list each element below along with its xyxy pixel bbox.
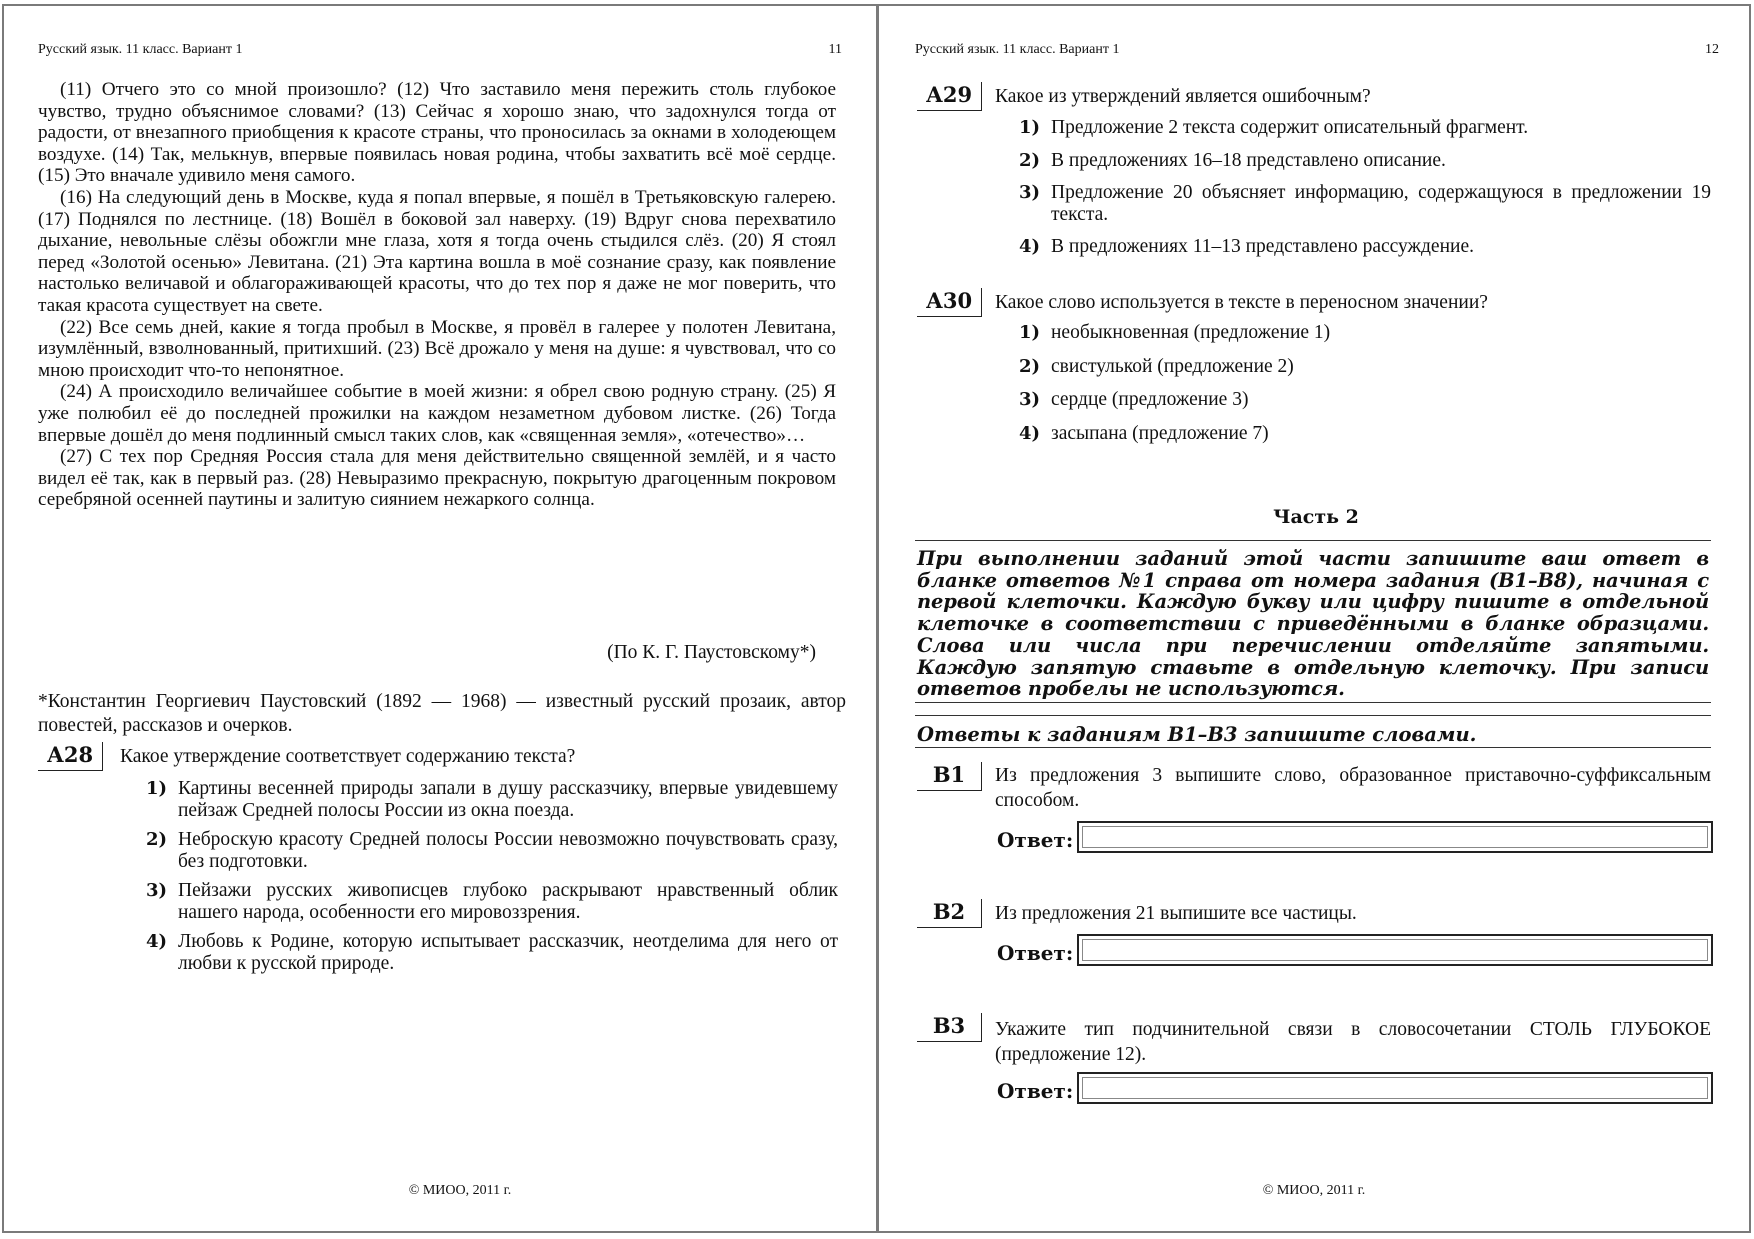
answer-label-b3: Ответ: (997, 1079, 1074, 1103)
sub-instructions: Ответы к заданиям В1–В3 запишите словами. (917, 723, 1477, 746)
option-number: 1) (1019, 117, 1041, 138)
passage-paragraph: (16) На следующий день в Москве, куда я попал впервые, я пошёл в Третьяковскую галерею. (17) Поднялся по лестнице. (18) Вошёл в боковой зал наверху. (19) Вдруг снова перехватило дыхание, невольные слёзы обожгли мне глаза, хотя я тогда очень стыдился слёз. (20) Я стоял перед «Золотой осенью» Левитана. (21) Эта картина вошла в моё сознание сразу, как появление настолько величавой и облагораживающей красоты, что до тех пор я даже не мог поверить, что такая красота существует на свете. (38, 186, 836, 316)
passage-paragraph: (22) Все семь дней, какие я тогда пробыл в Москве, я провёл в галерее у полотен Левитана, изумлённый, взволнованный, притихший. (23) Всё дрожало у меня на душе: я чувствовал, что со мною происходит что-то непонятное. (38, 316, 836, 381)
page-footer: © МИОО, 2011 г. (1262, 1183, 1366, 1198)
option-text: Предложение 20 объясняет информацию, содержащуюся в предложении 19 текста. (1051, 182, 1711, 225)
option-text: Картины весенней природы запали в душу рассказчику, впервые увидевшему пейзаж Средней полосы России из окна поезда. (178, 778, 838, 821)
option (1019, 236, 1711, 258)
option (1019, 182, 1711, 225)
option-number: 2) (1019, 149, 1041, 171)
option-text: Любовь к Родине, которую испытывает рассказчик, неотделима для него от любви к русской природе. (178, 931, 838, 974)
option (1019, 322, 1711, 344)
answer-label-b2: Ответ: (997, 941, 1074, 965)
task-label-a28: А28 (38, 742, 103, 771)
divider (915, 747, 1711, 748)
passage-paragraph: (11) Отчего это со мной произошло? (12) Что заставило меня пережить столь глубокое чувство, трудно объяснимое словами? (13) Сейчас я хорошо знаю, что задохнулся тогда от радости, от внезапного приобщения к красоте страны, что проносилась за окнами в холодеющем воздухе. (14) Так, мелькнув, впервые появилась новая родина, чтобы захватить всё моё сердце. (15) Это вначале удивило меня самого. (38, 79, 836, 187)
divider (915, 702, 1711, 703)
answer-field-b1[interactable] (1077, 821, 1713, 853)
options-a29 (1019, 117, 1711, 258)
option-number: 1) (1019, 322, 1041, 343)
passage-paragraph: (24) А происходило величайшее событие в моей жизни: я обрел свою родную страну. (25) Я уже полюбил её до последней прожилки на каждом незаметном дубовом листке. (26) Тогда впервые дошёл до меня подлинный смысл таких слов, как «священная земля», «отечество»… (38, 381, 836, 446)
text-passage (38, 79, 836, 511)
question-a29: Какое из утверждений является ошибочным? (995, 86, 1371, 107)
option (146, 880, 838, 923)
part-2-instructions: При выполнении заданий этой части запишите ваш ответ в бланке ответов №1 справа от номера задания (В1–В8), начиная с первой клеточки. Каждую букву или цифру пишите в отдельной клеточке в соответствии с приведёнными в бланке образцами. Слова или числа при перечислении отделяйте запятыми. Каждую запятую ставьте в отдельную клеточку. При записи ответов пробелы не используются. (917, 547, 1709, 701)
answer-field-b3[interactable] (1077, 1072, 1713, 1104)
part-2-title: Часть 2 (1273, 506, 1359, 528)
option-text: В предложениях 11–13 представлено рассуждение. (1051, 236, 1474, 257)
option-number: 3) (1019, 182, 1041, 203)
question-a30: Какое слово используется в тексте в переносном значении? (995, 292, 1488, 313)
option-number: 2) (1019, 355, 1041, 377)
option-text: Предложение 2 текста содержит описательный фрагмент. (1051, 117, 1529, 138)
option-number: 4) (1019, 422, 1041, 444)
option-number: 3) (1019, 389, 1041, 410)
task-label-b2: В2 (917, 899, 982, 928)
option (146, 829, 838, 872)
options-a28 (146, 778, 838, 974)
page-footer: © МИОО, 2011 г. (408, 1183, 512, 1198)
option-number: 2) (146, 829, 168, 850)
divider (915, 715, 1711, 716)
answer-label-b1: Ответ: (997, 828, 1074, 852)
option-text: В предложениях 16–18 представлено описание. (1051, 149, 1446, 171)
question-b2: Из предложения 21 выпишите все частицы. (995, 903, 1357, 924)
task-label-b3: В3 (917, 1013, 982, 1042)
question-a28: Какое утверждение соответствует содержанию текста? (120, 746, 576, 767)
option-number: 4) (146, 931, 168, 952)
option-number: 4) (1019, 236, 1041, 257)
option (1019, 117, 1711, 139)
option-text: сердце (предложение 3) (1051, 389, 1249, 410)
page-number: 12 (1705, 42, 1719, 57)
answer-field-b2[interactable] (1077, 934, 1713, 966)
option-text: необыкновенная (предложение 1) (1051, 322, 1331, 343)
option-text: Пейзажи русских живописцев глубоко раскрывают нравственный облик нашего народа, особенности его мировоззрения. (178, 880, 838, 923)
page-11 (2, 4, 878, 1233)
header-title: Русский язык. 11 класс. Вариант 1 (915, 42, 1120, 57)
option-number: 1) (146, 778, 168, 799)
divider (915, 540, 1711, 541)
option-text: Неброскую красоту Средней полосы России невозможно почувствовать сразу, без подготовки. (178, 829, 838, 872)
option-text: свистулькой (предложение 2) (1051, 355, 1294, 377)
header-title: Русский язык. 11 класс. Вариант 1 (38, 42, 243, 57)
question-b1: Из предложения 3 выпишите слово, образованное приставочно-суффиксальным способом. (995, 765, 1711, 811)
task-label-b1: В1 (917, 762, 982, 791)
option (1019, 150, 1711, 172)
option (1019, 356, 1711, 378)
page-number: 11 (828, 42, 842, 57)
task-label-a30: А30 (917, 288, 982, 317)
option-number: 3) (146, 880, 168, 901)
option (146, 931, 838, 974)
options-a30 (1019, 322, 1711, 444)
page-12 (877, 4, 1751, 1233)
footnote: *Константин Георгиевич Паустовский (1892 — 1968) — известный русский прозаик, автор повестей, рассказов и очерков. (38, 691, 846, 736)
task-label-a29: А29 (917, 82, 982, 111)
option-text: засыпана (предложение 7) (1051, 422, 1269, 444)
attribution: (По К. Г. Паустовскому*) (607, 642, 816, 663)
passage-paragraph: (27) С тех пор Средняя Россия стала для меня действительно священной землёй, и я часто видел её так, как в первый раз. (28) Невыразимо прекрасную, покрытую драгоценным покровом серебряной осенней паутины и залитую сиянием нежаркого солнца. (38, 446, 836, 511)
question-b3: Укажите тип подчинительной связи в словосочетании СТОЛЬ ГЛУБОКОЕ (предложение 12). (995, 1019, 1711, 1065)
option (146, 778, 838, 821)
option (1019, 423, 1711, 445)
option (1019, 389, 1711, 411)
